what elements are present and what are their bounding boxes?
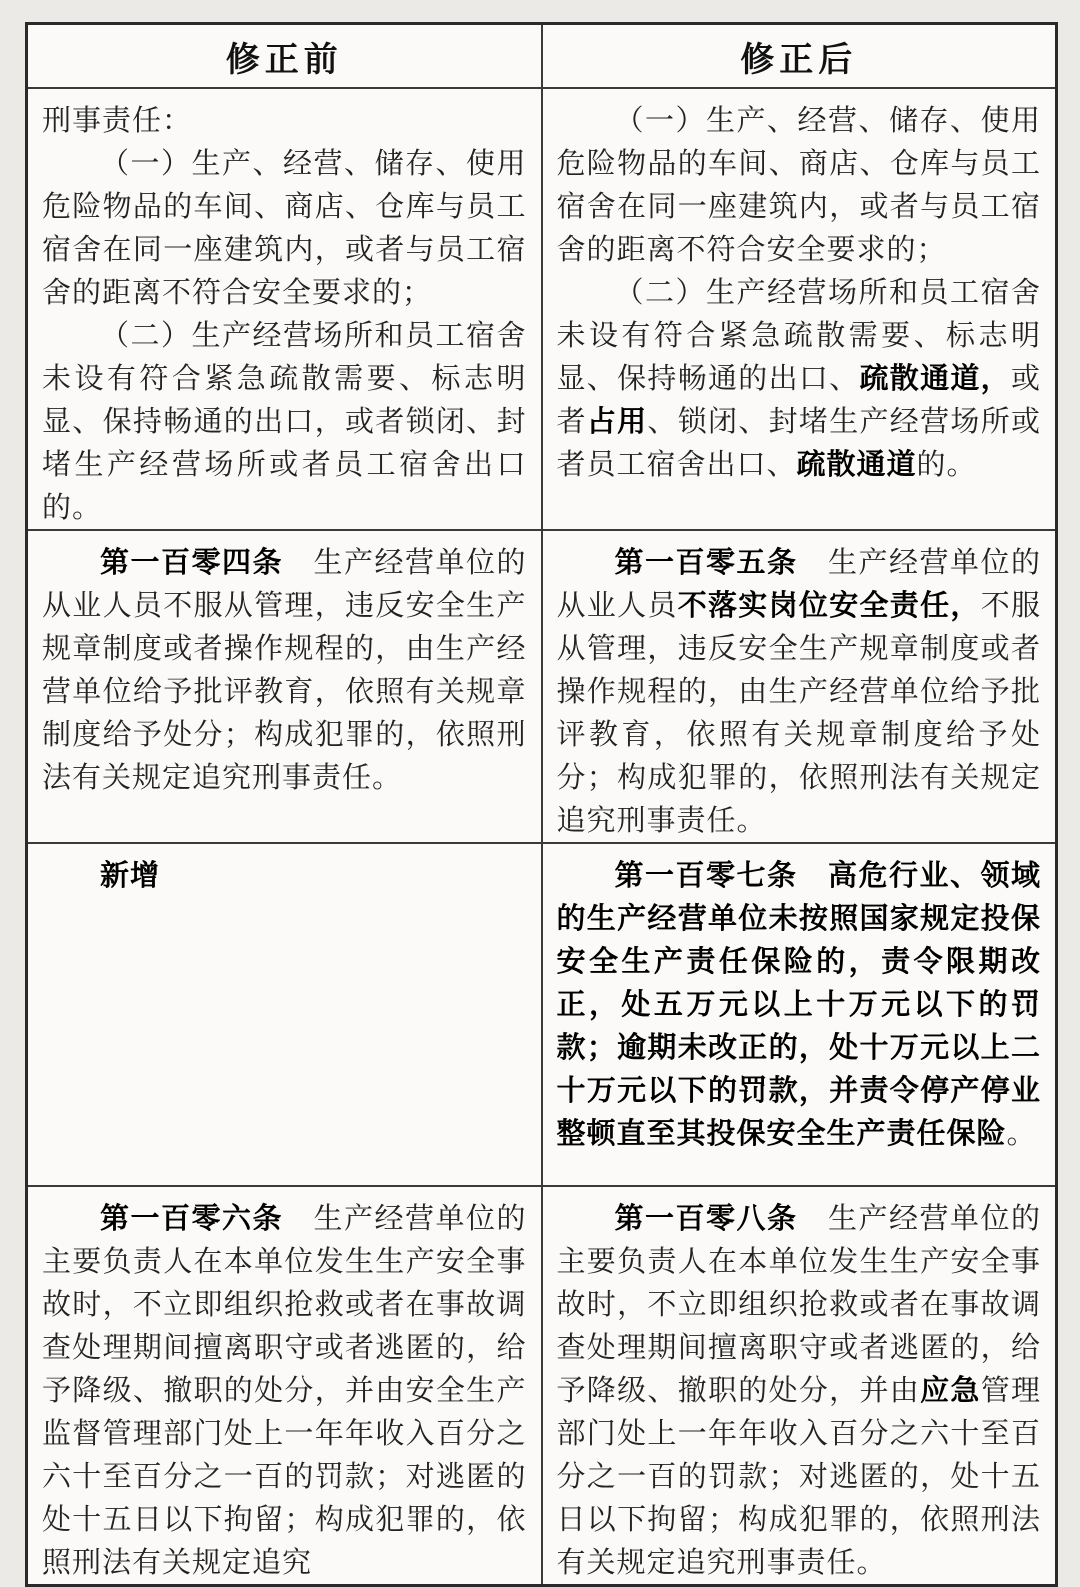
body-text: 的。 <box>916 447 977 481</box>
amendment-comparison-table <box>25 22 1058 1587</box>
body-text: 不服从管理，违反安全生产规章制度或者操作规程的，由生产经营单位给予批评教育，依照有关规章制度给予处分；构成犯罪的，依照刑法有关规定追究刑事责任。 <box>556 588 1041 837</box>
paragraph <box>42 99 527 142</box>
amended-text: 第一百零四条 <box>100 545 283 579</box>
body-text: 生产经营单位的从业人员 <box>556 545 1041 622</box>
paragraph <box>42 541 527 799</box>
table-row <box>27 88 1057 530</box>
body-text: 。 <box>1006 1116 1037 1150</box>
amended-text: 第一百零八条 <box>614 1201 798 1235</box>
cell-after-row-1 <box>542 88 1057 530</box>
paragraph <box>42 854 527 897</box>
paragraph <box>557 1197 1042 1584</box>
cell-after-row-2 <box>542 530 1057 843</box>
paragraph <box>557 271 1042 486</box>
paragraph <box>557 99 1042 271</box>
table-row <box>27 530 1057 843</box>
amended-text: 第一百零六条 <box>100 1201 283 1235</box>
paragraph <box>42 1197 527 1584</box>
column-header-before: 修正前 <box>27 24 542 89</box>
cell-before-row-2 <box>27 530 542 843</box>
column-header-after: 修正后 <box>542 24 1057 89</box>
paragraph <box>42 314 527 529</box>
body-text: 或者 <box>556 361 1041 438</box>
cell-before-row-4 <box>27 1186 542 1586</box>
amended-text: 新增 <box>100 858 161 892</box>
cell-after-row-3 <box>542 843 1057 1186</box>
body-text: 生产经营单位的主要负责人在本单位发生生产安全事故时，不立即组织抢救或者在事故调查处理期间擅离职守或者逃匿的，给予降级、撤职的处分，并由安全生产监督管理部门处上一年年收入百分之六十至百分之一百的罚款；对逃匿的处十五日以下拘留；构成犯罪的，依照刑法有关规定追究 <box>42 1201 527 1579</box>
cell-before-row-1 <box>27 88 542 530</box>
table-row <box>27 1186 1057 1586</box>
cell-after-row-4 <box>542 1186 1057 1586</box>
body-text: 刑事责任： <box>42 103 193 137</box>
paragraph <box>557 541 1042 842</box>
body-text: （一）生产、经营、储存、使用危险物品的车间、商店、仓库与员工宿舍在同一座建筑内，或者与员工宿舍的距离不符合安全要求的； <box>42 146 527 309</box>
body-text: 生产经营单位的从业人员不服从管理，违反安全生产规章制度或者操作规程的，由生产经营单位给予批评教育，依照有关规章制度给予处分；构成犯罪的，依照刑法有关规定追究刑事责任。 <box>42 545 527 794</box>
body-text: 生产经营单位的主要负责人在本单位发生生产安全事故时，不立即组织抢救或者在事故调查处理期间擅离职守或者逃匿的，给予降级、撤职的处分，并由 <box>556 1201 1041 1407</box>
amended-text: 疏散通道 <box>796 447 917 481</box>
body-text: 、锁闭、封堵生产经营场所或者员工宿舍出口、 <box>556 404 1041 481</box>
cell-before-row-3 <box>27 843 542 1186</box>
paragraph <box>42 142 527 314</box>
header-row <box>27 24 1057 89</box>
amended-text: 第一百零七条 高危行业、领域的生产经营单位未按照国家规定投保安全生产责任保险的，责令限期改正，处五万元以上十万元以下的罚款；逾期未改正的，处十万元以上二十万元以下的罚款，并责令停产停业整顿直至其投保安全生产责任保险 <box>556 858 1041 1150</box>
amended-text: 疏散通道， <box>859 361 1011 395</box>
paragraph <box>557 854 1042 1155</box>
body-text: （一）生产、经营、储存、使用危险物品的车间、商店、仓库与员工宿舍在同一座建筑内，或者与员工宿舍的距离不符合安全要求的； <box>556 103 1041 266</box>
amended-text: 占用 <box>586 404 648 438</box>
body-text: 管理部门处上一年年收入百分之六十至百分之一百的罚款；对逃匿的，处十五日以下拘留；构成犯罪的，依照刑法有关规定追究刑事责任。 <box>556 1373 1041 1579</box>
table-row <box>27 843 1057 1186</box>
amended-text: 不落实岗位安全责任， <box>677 588 981 622</box>
body-text: （二）生产经营场所和员工宿舍未设有符合紧急疏散需要、标志明显、保持畅通的出口，或者锁闭、封堵生产经营场所或者员工宿舍出口的。 <box>42 318 527 524</box>
amended-text: 应急 <box>920 1373 981 1407</box>
body-text: （二）生产经营场所和员工宿舍未设有符合紧急疏散需要、标志明显、保持畅通的出口、 <box>556 275 1041 395</box>
amended-text: 第一百零五条 <box>614 545 798 579</box>
